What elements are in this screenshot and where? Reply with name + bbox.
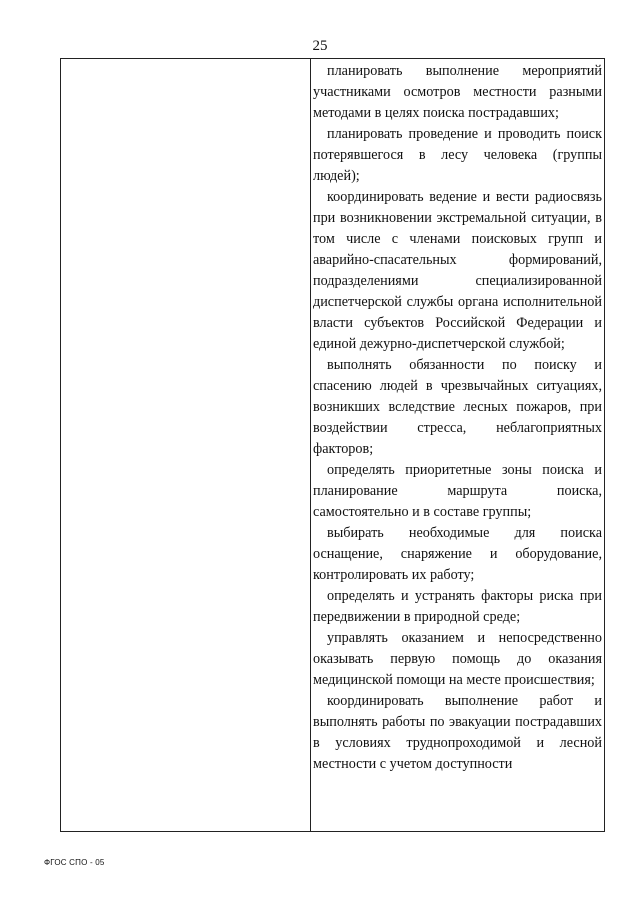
document-code: ФГОС СПО - 05 xyxy=(44,858,105,867)
skill-item-6: выбирать необходимые для поиска оснащение, снаряжение и оборудование, контролировать их работу; xyxy=(313,525,602,583)
skill-item-2: планировать проведение и проводить поиск потерявшегося в лесу человека (группы людей); xyxy=(313,126,602,184)
skill-item-1: планировать выполнение мероприятий участниками осмотров местности разными методами в целях поиска пострадавших; xyxy=(313,63,602,121)
table-left-column xyxy=(61,59,310,831)
table-right-column xyxy=(312,61,603,775)
skill-item-5: определять приоритетные зоны поиска и планирование маршрута поиска, самостоятельно и в составе группы; xyxy=(313,462,602,520)
skill-item-7: определять и устранять факторы риска при передвижении в природной среде; xyxy=(313,588,602,625)
column-divider xyxy=(310,59,311,831)
skill-item-9: координировать выполнение работ и выполнять работы по эвакуации пострадавших в условиях труднопроходимой и лесной местности с учетом доступности xyxy=(313,693,602,772)
skill-item-4: выполнять обязанности по поиску и спасению людей в чрезвычайных ситуациях, возникших вследствие лесных пожаров, при воздействии стресса, неблагоприятных факторов; xyxy=(313,357,602,457)
page-number: 25 xyxy=(312,38,328,54)
skill-item-3: координировать ведение и вести радиосвязь при возникновении экстремальной ситуации, в том числе с членами поисковых групп и аварийно-спасательных формирований, подразделениями специализированной диспетчерской службы органа исполнительной власти субъектов Российской Федерации и единой дежурно-диспетчерской службой; xyxy=(313,189,602,352)
skill-item-8: управлять оказанием и непосредственно оказывать первую помощь до оказания медицинской помощи на месте происшествия; xyxy=(313,630,602,688)
competency-table xyxy=(60,58,605,832)
